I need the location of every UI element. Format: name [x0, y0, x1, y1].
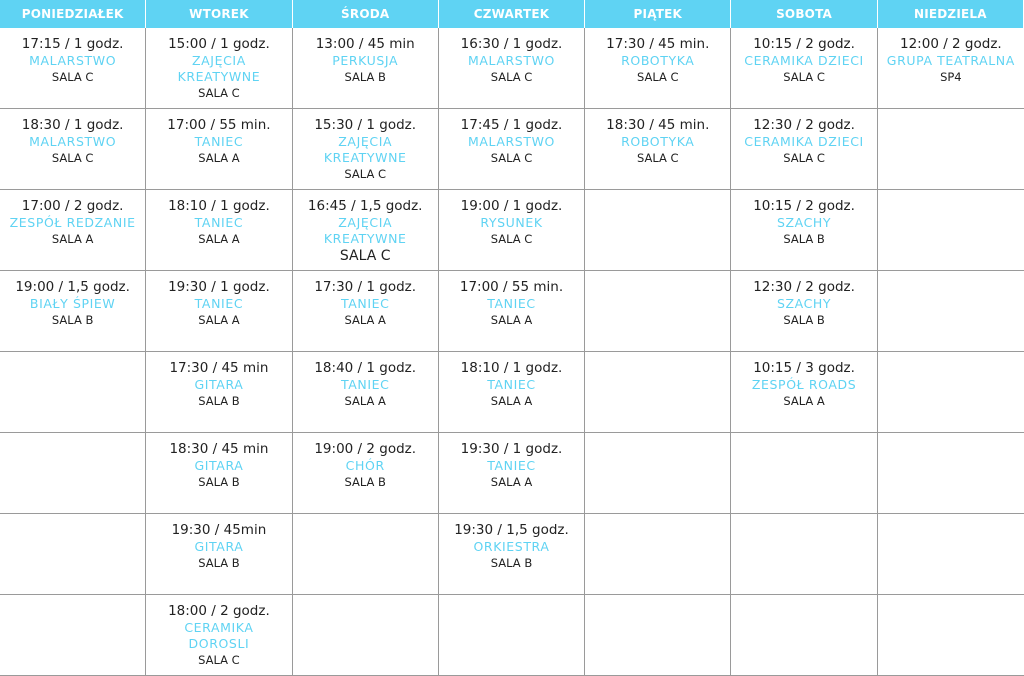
- class-room: SALA C: [490, 232, 533, 246]
- class-time: 18:10 / 1 godz.: [460, 360, 563, 376]
- class-time: 10:15 / 2 godz.: [753, 36, 855, 52]
- class-entry[interactable]: [439, 433, 585, 514]
- class-activity: CERAMIKA DOROSLI: [184, 620, 254, 651]
- class-activity: MALARSTWO: [467, 53, 555, 68]
- class-room: SALA C: [51, 151, 94, 165]
- class-activity: TANIEC: [487, 296, 536, 311]
- class-entry[interactable]: [878, 28, 1024, 109]
- class-room: SALA C: [636, 70, 679, 84]
- empty-slot: [585, 514, 731, 595]
- class-time: 18:00 / 2 godz.: [168, 603, 270, 619]
- class-room: SALA B: [51, 313, 94, 327]
- class-activity: TANIEC: [487, 458, 536, 473]
- class-time: 19:00 / 2 godz.: [314, 441, 417, 457]
- class-entry[interactable]: [146, 190, 292, 271]
- class-time: 18:10 / 1 godz.: [168, 198, 270, 214]
- class-room: SALA A: [198, 151, 240, 165]
- class-room: SALA C: [198, 653, 240, 667]
- class-activity: ZAJĘCIA KREATYWNE: [323, 134, 407, 165]
- class-room: SALA A: [51, 232, 94, 246]
- day-header-friday: PIĄTEK: [585, 0, 731, 28]
- class-time: 17:15 / 1 godz.: [21, 36, 124, 52]
- class-room: SALA A: [198, 313, 240, 327]
- class-entry[interactable]: [0, 271, 146, 352]
- day-header-tuesday: WTOREK: [146, 0, 292, 28]
- class-time: 19:00 / 1,5 godz.: [15, 279, 130, 295]
- class-activity: MALARSTWO: [29, 53, 117, 68]
- class-activity: SZACHY: [776, 296, 832, 311]
- class-room: SALA C: [490, 70, 533, 84]
- class-room: SALA B: [783, 232, 825, 246]
- class-entry[interactable]: [731, 190, 877, 271]
- class-time: 17:30 / 45 min: [169, 360, 269, 376]
- empty-slot: [585, 271, 731, 352]
- class-entry[interactable]: [0, 190, 146, 271]
- class-room: SALA C: [51, 70, 94, 84]
- class-room: SALA B: [198, 475, 240, 489]
- class-time: 12:30 / 2 godz.: [753, 279, 855, 295]
- class-room: SALA C: [339, 248, 391, 264]
- class-time: 18:30 / 45 min.: [606, 117, 710, 133]
- empty-slot: [878, 514, 1024, 595]
- class-entry[interactable]: [439, 352, 585, 433]
- class-entry[interactable]: [585, 109, 731, 190]
- class-room: SALA B: [490, 556, 533, 570]
- class-room: SALA A: [783, 394, 825, 408]
- day-header-monday: PONIEDZIAŁEK: [0, 0, 146, 28]
- class-activity: TANIEC: [487, 377, 536, 392]
- empty-slot: [585, 433, 731, 514]
- empty-slot: [0, 595, 146, 676]
- empty-slot: [878, 433, 1024, 514]
- class-time: 10:15 / 3 godz.: [753, 360, 855, 376]
- class-entry[interactable]: [146, 271, 292, 352]
- class-activity: ORKIESTRA: [473, 539, 550, 554]
- class-entry[interactable]: [146, 109, 292, 190]
- class-activity: ZESPÓŁ ROADS: [751, 377, 857, 392]
- class-room: SALA C: [783, 151, 825, 165]
- class-entry[interactable]: [439, 190, 585, 271]
- class-activity: TANIEC: [340, 296, 390, 311]
- empty-slot: [878, 352, 1024, 433]
- class-activity: ROBOTYKA: [621, 134, 695, 149]
- class-room: SALA A: [490, 394, 533, 408]
- empty-slot: [878, 595, 1024, 676]
- class-entry[interactable]: [731, 109, 877, 190]
- class-time: 10:15 / 2 godz.: [753, 198, 855, 214]
- class-entry[interactable]: [293, 271, 439, 352]
- empty-slot: [731, 595, 877, 676]
- class-activity: RYSUNEK: [480, 215, 543, 230]
- empty-slot: [585, 595, 731, 676]
- class-time: 17:45 / 1 godz.: [460, 117, 563, 133]
- class-entry[interactable]: [731, 28, 877, 109]
- class-time: 19:30 / 45min: [171, 522, 267, 538]
- empty-slot: [439, 595, 585, 676]
- empty-slot: [585, 352, 731, 433]
- class-activity: MALARSTWO: [29, 134, 117, 149]
- class-entry[interactable]: [439, 514, 585, 595]
- class-time: 17:30 / 45 min.: [606, 36, 710, 52]
- class-entry[interactable]: [0, 28, 146, 109]
- class-activity: TANIEC: [194, 215, 244, 230]
- empty-slot: [878, 190, 1024, 271]
- class-activity: GITARA: [194, 458, 244, 473]
- class-entry[interactable]: [439, 271, 585, 352]
- class-room: SALA B: [198, 394, 240, 408]
- empty-slot: [0, 433, 146, 514]
- class-entry[interactable]: [731, 352, 877, 433]
- class-room: SALA C: [490, 151, 533, 165]
- class-time: 18:40 / 1 godz.: [314, 360, 417, 376]
- class-time: 18:30 / 1 godz.: [21, 117, 124, 133]
- class-entry[interactable]: [293, 190, 439, 271]
- class-time: 13:00 / 45 min: [315, 36, 415, 52]
- class-room: SALA A: [198, 232, 240, 246]
- class-room: SP4: [940, 70, 962, 84]
- class-entry[interactable]: [293, 28, 439, 109]
- empty-slot: [731, 433, 877, 514]
- class-activity: SZACHY: [776, 215, 832, 230]
- class-entry[interactable]: [0, 109, 146, 190]
- class-activity: CERAMIKA DZIECI: [744, 134, 864, 149]
- class-entry[interactable]: [293, 433, 439, 514]
- class-room: SALA A: [490, 313, 533, 327]
- class-activity: PERKUSJA: [332, 53, 399, 68]
- class-entry[interactable]: [146, 433, 292, 514]
- empty-slot: [293, 514, 439, 595]
- class-activity: CHÓR: [345, 458, 385, 473]
- class-activity: GRUPA TEATRALNA: [886, 53, 1015, 68]
- empty-slot: [0, 352, 146, 433]
- class-time: 12:30 / 2 godz.: [753, 117, 855, 133]
- class-activity: CERAMIKA DZIECI: [744, 53, 864, 68]
- class-entry[interactable]: [146, 595, 292, 676]
- class-entry[interactable]: [439, 28, 585, 109]
- class-room: SALA B: [198, 556, 240, 570]
- day-header-thursday: CZWARTEK: [439, 0, 585, 28]
- class-entry[interactable]: [146, 514, 292, 595]
- class-time: 19:30 / 1,5 godz.: [454, 522, 569, 538]
- day-header-wednesday: ŚRODA: [293, 0, 439, 28]
- empty-slot: [731, 514, 877, 595]
- class-time: 15:30 / 1 godz.: [314, 117, 417, 133]
- class-time: 19:00 / 1 godz.: [460, 198, 563, 214]
- empty-slot: [585, 190, 731, 271]
- class-time: 17:00 / 55 min.: [459, 279, 564, 295]
- class-activity: ROBOTYKA: [621, 53, 695, 68]
- day-header-saturday: SOBOTA: [731, 0, 877, 28]
- class-time: 17:30 / 1 godz.: [314, 279, 417, 295]
- class-time: 17:00 / 55 min.: [167, 117, 271, 133]
- empty-slot: [878, 271, 1024, 352]
- class-room: SALA C: [198, 86, 240, 100]
- class-entry[interactable]: [146, 28, 292, 109]
- class-time: 19:30 / 1 godz.: [460, 441, 563, 457]
- empty-slot: [0, 514, 146, 595]
- class-activity: TANIEC: [340, 377, 390, 392]
- class-time: 15:00 / 1 godz.: [168, 36, 270, 52]
- day-header-sunday: NIEDZIELA: [878, 0, 1024, 28]
- class-time: 18:30 / 45 min: [169, 441, 269, 457]
- class-activity: TANIEC: [194, 296, 244, 311]
- class-entry[interactable]: [439, 109, 585, 190]
- class-room: SALA C: [636, 151, 679, 165]
- class-entry[interactable]: [293, 352, 439, 433]
- class-activity: ZAJĘCIA KREATYWNE: [177, 53, 261, 84]
- class-room: SALA C: [344, 167, 386, 181]
- class-time: 19:30 / 1 godz.: [168, 279, 270, 295]
- empty-slot: [878, 109, 1024, 190]
- class-entry[interactable]: [731, 271, 877, 352]
- class-entry[interactable]: [585, 28, 731, 109]
- class-room: SALA B: [783, 313, 825, 327]
- class-activity: GITARA: [194, 539, 244, 554]
- class-entry[interactable]: [146, 352, 292, 433]
- class-room: SALA B: [344, 70, 386, 84]
- class-time: 16:30 / 1 godz.: [460, 36, 563, 52]
- class-entry[interactable]: [293, 109, 439, 190]
- class-room: SALA C: [783, 70, 825, 84]
- class-activity: TANIEC: [194, 134, 244, 149]
- class-activity: ZAJĘCIA KREATYWNE: [323, 215, 407, 246]
- class-activity: BIAŁY ŚPIEW: [29, 296, 116, 311]
- class-room: SALA B: [344, 475, 386, 489]
- class-time: 12:00 / 2 godz.: [900, 36, 1002, 52]
- class-time: 16:45 / 1,5 godz.: [307, 198, 423, 214]
- class-room: SALA A: [490, 475, 533, 489]
- class-room: SALA A: [344, 394, 386, 408]
- class-room: SALA A: [344, 313, 386, 327]
- empty-slot: [293, 595, 439, 676]
- class-time: 17:00 / 2 godz.: [21, 198, 124, 214]
- class-activity: GITARA: [194, 377, 244, 392]
- class-activity: ZESPÓŁ REDZANIE: [9, 215, 136, 230]
- class-activity: MALARSTWO: [467, 134, 555, 149]
